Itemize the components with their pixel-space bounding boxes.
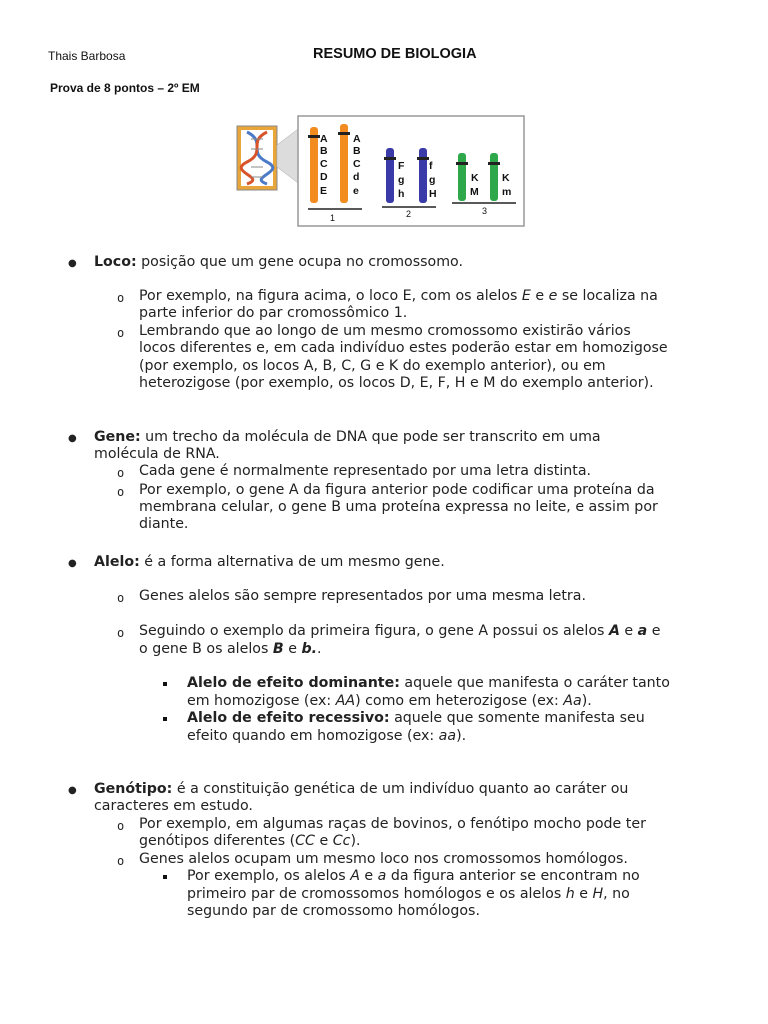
chromosome-1b — [340, 124, 348, 203]
square-bullet-icon — [163, 682, 167, 686]
locus-label: A — [320, 133, 328, 145]
zoom-wedge — [277, 129, 298, 183]
gene-example-line: membrana celular, o gene B uma proteína expressa no leite, e assim por — [139, 499, 658, 515]
dominant-allele-line: Alelo de efeito dominante: aquele que manifesta o caráter tanto — [187, 675, 670, 691]
locus-label: F — [398, 160, 405, 172]
chromosome-3b — [490, 153, 498, 201]
locus-label: E — [320, 185, 328, 197]
chromosome-2b — [419, 148, 427, 203]
gene-definition: Gene: um trecho da molécula de DNA que pode ser transcrito em uma — [94, 429, 601, 445]
locus-label: C — [353, 158, 361, 170]
alelo-definition: Alelo: é a forma alternativa de um mesmo gene. — [94, 554, 445, 570]
recessive-allele-line: efeito quando em homozigose (ex: aa). — [187, 728, 467, 744]
locus-label: M — [470, 186, 479, 198]
loco-example-line: Por exemplo, na figura acima, o loco E, com os alelos E e e se localiza na — [139, 288, 658, 304]
sub-bullet-icon: o — [117, 626, 125, 640]
locus-label: m — [502, 186, 512, 198]
locus-label: D — [320, 171, 328, 183]
bullet-icon: ● — [68, 558, 77, 569]
exam-info: Prova de 8 pontos – 2º EM — [50, 81, 200, 95]
locus-label: e — [353, 185, 359, 197]
bullet-icon: ● — [68, 258, 77, 269]
genotipo-definition: Genótipo: é a constituição genética de um indivíduo quanto ao caráter ou — [94, 781, 629, 797]
bullet-icon: ● — [68, 785, 77, 796]
locus-label: H — [429, 188, 437, 200]
loco-definition: Loco: posição que um gene ocupa no cromossomo. — [94, 254, 463, 270]
locus-label: g — [398, 174, 405, 186]
alelo-example-line: Seguindo o exemplo da primeira figura, o gene A possui os alelos A e a e — [139, 623, 661, 639]
genotipo-subexample-line: primeiro par de cromossomos homólogos e os alelos h e H, no — [187, 886, 630, 902]
recessive-allele-line: Alelo de efeito recessivo: aquele que somente manifesta seu — [187, 710, 645, 726]
term-loco: Loco: — [94, 254, 137, 270]
alelo-example-line: o gene B os alelos B e b.. — [139, 641, 322, 657]
locus-label: K — [471, 172, 479, 184]
square-bullet-icon — [163, 875, 167, 879]
sub-bullet-icon: o — [117, 326, 125, 340]
gene-example-line: diante. — [139, 516, 189, 532]
sub-bullet-icon: o — [117, 819, 125, 833]
dna-box-inner — [241, 130, 273, 186]
pair-number-3: 3 — [482, 206, 488, 216]
genotipo-example-line: genótipos diferentes (CC e Cc). — [139, 833, 361, 849]
sub-bullet-icon: o — [117, 854, 125, 868]
pair-number-1: 1 — [330, 213, 336, 223]
genotipo-subexample-line: segundo par de cromossomo homólogos. — [187, 903, 480, 919]
loco-note-line: locos diferentes e, em cada indivíduo estes poderão estar em homozigose — [139, 340, 668, 356]
pair-number-2: 2 — [406, 209, 412, 219]
genotipo-subexample-line: Por exemplo, os alelos A e a da figura anterior se encontram no — [187, 868, 640, 884]
locus-label: A — [353, 133, 361, 145]
locus-label: f — [429, 160, 433, 172]
locus-label: h — [398, 188, 405, 200]
chromosome-3a — [458, 153, 466, 201]
genotipo-example-line: Por exemplo, em algumas raças de bovinos, o fenótipo mocho pode ter — [139, 816, 646, 832]
bullet-icon: ● — [68, 433, 77, 444]
gene-example-line: Por exemplo, o gene A da figura anterior pode codificar uma proteína da — [139, 482, 655, 498]
locus-label: d — [353, 171, 360, 183]
loco-note-line: Lembrando que ao longo de um mesmo cromossomo existirão vários — [139, 323, 631, 339]
loco-example-line: parte inferior do par cromossômico 1. — [139, 305, 408, 321]
locus-label: B — [353, 145, 361, 157]
sub-bullet-icon: o — [117, 591, 125, 605]
page-title: RESUMO DE BIOLOGIA — [313, 46, 477, 62]
sub-bullet-icon: o — [117, 291, 125, 305]
genotipo-note: Genes alelos ocupam um mesmo loco nos cromossomos homólogos. — [139, 851, 628, 867]
chromosome-1a — [310, 127, 318, 203]
sub-bullet-icon: o — [117, 485, 125, 499]
sub-bullet-icon: o — [117, 466, 125, 480]
square-bullet-icon — [163, 717, 167, 721]
locus-label: C — [320, 158, 328, 170]
chromosome-2a — [386, 148, 394, 203]
alelo-note: Genes alelos são sempre representados por uma mesma letra. — [139, 588, 586, 604]
locus-label: g — [429, 174, 436, 186]
dominant-allele-line: em homozigose (ex: AA) como em heterozigose (ex: Aa). — [187, 693, 592, 709]
locus-label: B — [320, 145, 328, 157]
author-name: Thais Barbosa — [48, 49, 126, 63]
locus-label: K — [502, 172, 510, 184]
loco-note-line: heterozigose (por exemplo, os locos D, E, F, H e M do exemplo anterior). — [139, 375, 654, 391]
loco-note-line: (por exemplo, os locos A, B, C, G e K do exemplo anterior), ou em — [139, 358, 606, 374]
chromosome-figure — [236, 115, 526, 227]
gene-note: Cada gene é normalmente representado por uma letra distinta. — [139, 463, 592, 479]
genotipo-definition-cont: caracteres em estudo. — [94, 798, 253, 814]
gene-definition-cont: molécula de RNA. — [94, 446, 220, 462]
